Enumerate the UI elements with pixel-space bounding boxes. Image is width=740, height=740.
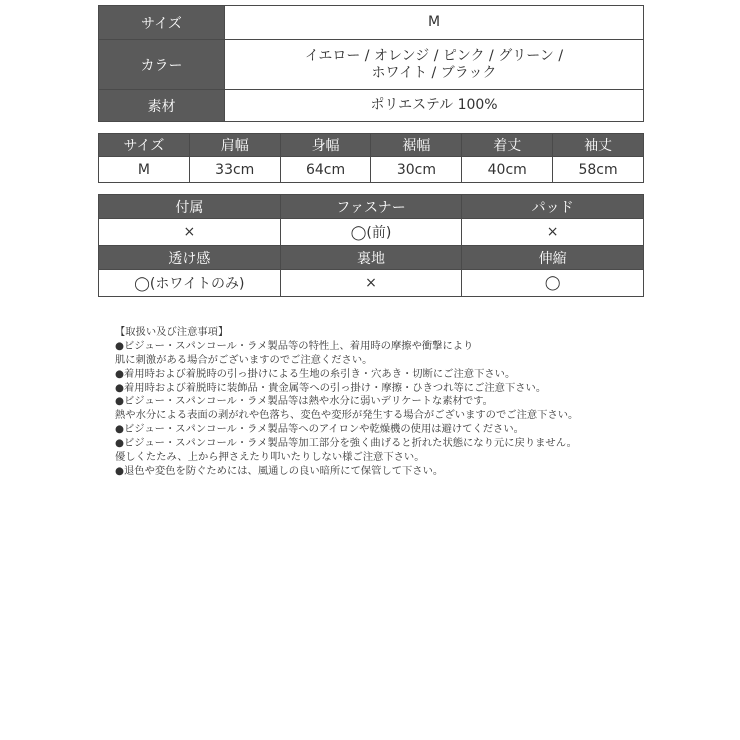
lining-header: 裏地: [280, 246, 462, 270]
care-note-line: ●着用時および着脱時の引っ掛けによる生地の糸引き・穴あき・切断にご注意下さい。: [115, 367, 516, 380]
sleeve-length-header: 袖丈: [553, 134, 644, 157]
length-cell: 40cm: [462, 157, 553, 183]
body-width-cell: 64cm: [280, 157, 371, 183]
sleeve-length-cell: 58cm: [553, 157, 644, 183]
accessory-value-row-2: [99, 270, 644, 297]
stretch-value: ◯: [462, 270, 644, 297]
shoulder-width-header: 肩幅: [189, 134, 280, 157]
care-note-line: 優しくたたみ、上から押さえたり叩いたりしない様ご注意下さい。: [115, 451, 425, 464]
material-label: 素材: [99, 90, 225, 122]
size-table-value-row: [99, 157, 644, 183]
sheerness-value: ◯(ホワイトのみ): [99, 270, 281, 297]
color-line-2: ホワイト / ブラック: [371, 64, 497, 81]
care-note-line: 熱や水分による表面の剥がれや色落ち、変色や変形が発生する場合がございますのでご注意下さい。: [115, 409, 579, 422]
lining-value: ×: [280, 270, 462, 297]
color-label: カラー: [99, 40, 225, 90]
accessory-value: ×: [99, 219, 281, 246]
accessory-table: [98, 194, 644, 297]
material-value: ポリエステル 100%: [225, 90, 644, 122]
zipper-header: ファスナー: [280, 195, 462, 219]
care-note-line: ●ビジュー・スパンコール・ラメ製品等加工部分を強く曲げると折れた状態になり元に戻りません。: [115, 437, 577, 450]
accessory-header: 付属: [99, 195, 281, 219]
care-note-line: ●着用時および着脱時に装飾品・貴金属等への引っ掛け・摩擦・ひきつれ等にご注意下さい。: [115, 381, 547, 394]
shoulder-width-cell: 33cm: [189, 157, 280, 183]
body-width-header: 身幅: [280, 134, 371, 157]
color-line-1: イエロー / オレンジ / ピンク / グリーン /: [304, 47, 564, 64]
hem-width-cell: 30cm: [371, 157, 462, 183]
pad-header: パッド: [462, 195, 644, 219]
care-note-line: ●ビジュー・スパンコール・ラメ製品等へのアイロンや乾燥機の使用は避けてください。: [115, 423, 524, 436]
spec-table: [98, 5, 644, 122]
zipper-value: ◯(前): [280, 219, 462, 246]
size-table-header-row: [99, 134, 644, 157]
care-notes: [115, 326, 635, 479]
size-table: [98, 133, 644, 183]
accessory-header-row-2: [99, 246, 644, 270]
size-value: M: [225, 6, 644, 40]
spec-row-material: [99, 90, 644, 122]
spec-row-size: [99, 6, 644, 40]
stretch-header: 伸縮: [462, 246, 644, 270]
length-header: 着丈: [462, 134, 553, 157]
hem-width-header: 裾幅: [371, 134, 462, 157]
size-header: サイズ: [99, 134, 190, 157]
sheerness-header: 透け感: [99, 246, 281, 270]
spec-row-color: [99, 40, 644, 90]
accessory-header-row-1: [99, 195, 644, 219]
size-label: サイズ: [99, 6, 225, 40]
size-cell: M: [99, 157, 190, 183]
accessory-value-row-1: [99, 219, 644, 246]
color-value: [225, 40, 644, 90]
pad-value: ×: [462, 219, 644, 246]
care-note-line: ●ビジュー・スパンコール・ラメ製品等は熱や水分に弱いデリケートな素材です。: [115, 395, 493, 408]
care-note-line: 肌に刺激がある場合がございますのでご注意ください。: [115, 353, 373, 366]
care-note-line: ●退色や変色を防ぐためには、風通しの良い暗所にて保管して下さい。: [115, 464, 444, 477]
care-note-line: ●ビジュー・スパンコール・ラメ製品等の特性上、着用時の摩擦や衝撃により: [115, 339, 474, 352]
care-notes-title: 【取扱い及び注意事項】: [115, 326, 229, 338]
